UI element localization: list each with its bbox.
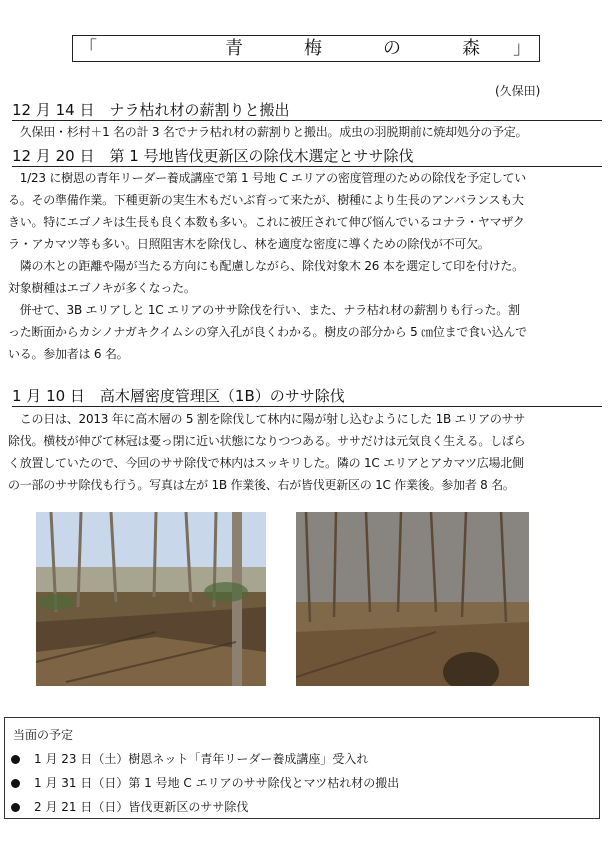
title-char-2: 梅 — [304, 38, 322, 59]
schedule-title: 当面の予定 — [13, 728, 74, 742]
section-heading-dec14: 12 月 14 日 ナラ枯れ材の薪割りと搬出 — [12, 101, 602, 121]
paragraph-line: いる。参加者は 6 名。 — [8, 347, 129, 361]
forest-photo-1b-image — [36, 512, 266, 686]
bullet-icon — [11, 755, 20, 764]
paragraph-line: の一部のササ除伐も行う。写真は左が 1B 作業後、右が皆伐更新区の 1C 作業後。参加者 8 名。 — [8, 478, 515, 492]
title-open-bracket: 「 — [79, 38, 97, 59]
paragraph-line: ラ・アカマツ等も多い。日照阻害木を除伐し、林を適度な密度に導くための除伐が不可欠。 — [8, 237, 490, 251]
paragraph-line: った断面からカシノナガキクイムシの穿入孔が良くわかる。樹皮の部分から 5 ㎝位まで食い込んで — [8, 325, 527, 339]
title-close-bracket: 」 — [513, 38, 531, 59]
forest-photo-1b — [36, 512, 266, 686]
schedule-item — [11, 775, 399, 791]
title-char-3: の — [383, 38, 401, 59]
paragraph-line: 1/23 に樹恩の青年リーダー養成講座で第 1 号地 C エリアの密度管理のための除伐を予定してい — [8, 171, 527, 185]
paragraph-line: 併せて、3B エリアしと 1C エリアのササ除伐を行い、また、ナラ枯れ材の薪割りも行った。割 — [8, 303, 520, 317]
paragraph-line: この日は、2013 年に高木層の 5 割を除伐して林内に陽が射し込むようにした 1B エリアのササ — [8, 412, 526, 426]
section-heading-jan10: 1 月 10 日 高木層密度管理区（1B）のササ除伐 — [12, 387, 602, 407]
paragraph-line: 久保田・杉村＋1 名の計 3 名でナラ枯れ材の薪割りと搬出。成虫の羽脱期前に焼却処分の予定。 — [8, 125, 528, 139]
schedule-item — [11, 799, 248, 815]
schedule-item — [11, 751, 368, 767]
paragraph-line: 隣の木との距離や陽が当たる方向にも配慮しながら、除伐対象木 26 本を選定して印を付けた。 — [8, 259, 524, 273]
bullet-icon — [11, 803, 20, 812]
schedule-item-text: 1 月 23 日（土）樹恩ネット「青年リーダー養成講座」受入れ — [34, 752, 369, 766]
schedule-box — [4, 717, 600, 819]
title-box — [72, 35, 540, 62]
schedule-item-text: 2 月 21 日（日）皆伐更新区のササ除伐 — [34, 800, 249, 814]
paragraph-line: る。その準備作業。下種更新の実生木もだいぶ育って来たが、樹種により生長のアンバランスも大 — [8, 193, 524, 207]
section-body-dec20 — [8, 167, 603, 365]
bullet-icon — [11, 779, 20, 788]
section-body-jan10 — [8, 408, 603, 496]
forest-photo-1c — [296, 512, 529, 686]
forest-photo-1c-image — [296, 512, 529, 686]
title-char-1: 青 — [225, 38, 243, 59]
paragraph-line: 対象樹種はエゴノキが多くなった。 — [8, 281, 196, 295]
paragraph-line: きい。特にエゴノキは生長も良く本数も多い。これに被圧されて伸び悩んでいるコナラ・ヤマザク — [8, 215, 525, 229]
title-char-4: 森 — [462, 38, 480, 59]
section-heading-dec20: 12 月 20 日 第 1 号地皆伐更新区の除伐木選定とササ除伐 — [12, 147, 602, 167]
paragraph-line: 除伐。横枝が伸びて林冠は憂っ閉に近い状態になりつつある。ササだけは元気良く生える。しばら — [8, 434, 526, 448]
section-body-dec14 — [8, 121, 603, 143]
paragraph-line: く放置していたので、今回のササ除伐で林内はスッキリした。隣の 1C エリアとアカマツ広場北側 — [8, 456, 524, 470]
schedule-item-text: 1 月 31 日（日）第 1 号地 C エリアのササ除伐とマツ枯れ材の搬出 — [34, 776, 400, 790]
author: (久保田) — [495, 84, 541, 98]
